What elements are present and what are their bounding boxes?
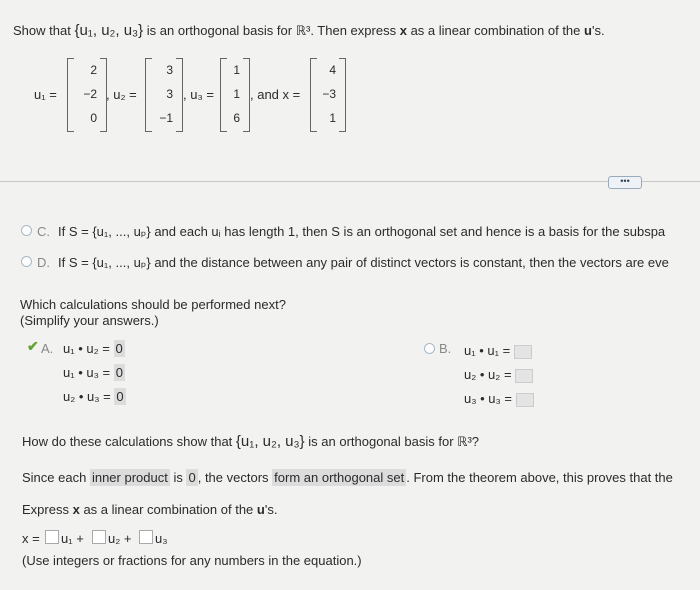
calc-question-line1: Which calculations should be performed next? (20, 297, 286, 312)
option-b-expr-2: u₂ • u₂ = (464, 367, 512, 382)
question-u: u (584, 23, 592, 38)
express-suffix: 's. (264, 502, 278, 517)
since-sentence (22, 470, 673, 485)
how-set: {u₁, u₂, u₃} (235, 433, 305, 450)
u1-entry-1: 2 (90, 63, 97, 77)
option-a-value-1: 0 (115, 341, 123, 356)
correct-check-icon: ✔ (27, 338, 39, 354)
u2-entry-2: 3 (166, 87, 173, 101)
calc-question-line2: (Simplify your answers.) (20, 313, 159, 328)
since-answer-dropdown-3[interactable]: form an orthogonal set (274, 470, 405, 485)
u2-label: , u₂ = (106, 87, 137, 102)
express-sentence (22, 502, 277, 517)
question-suffix: . Then express (310, 23, 397, 38)
coefficient-input-2[interactable] (92, 530, 106, 544)
more-options-button[interactable]: ••• (608, 176, 642, 189)
since-answer-dropdown-1[interactable]: inner product (91, 470, 168, 485)
how-middle: is an orthogonal basis for (308, 434, 454, 449)
option-b-answer-box-3[interactable] (516, 393, 534, 407)
x-label: , and x = (250, 87, 301, 102)
question-suffix3: 's. (591, 23, 605, 38)
option-a-row-2[interactable] (63, 365, 125, 380)
since-answer-input-2[interactable]: 0 (188, 470, 196, 485)
since-mid: is (173, 470, 183, 485)
option-b-letter: B. (439, 341, 452, 356)
express-prefix: Express (22, 502, 69, 517)
option-d-text[interactable]: If S = {u₁, ..., uₚ} and the distance between any pair of distinct vectors is constant, then the vectors are eve (58, 255, 669, 270)
option-b-radio[interactable] (424, 343, 435, 354)
question-prefix: Show that (13, 23, 71, 38)
since-suffix: . From the theorem above, this proves that the (406, 470, 673, 485)
how-space: ℝ³ (457, 434, 472, 449)
option-c-text[interactable]: If S = {u₁, ..., uₚ} and each uᵢ has length 1, then S is an orthogonal set and hence is a basis for the subspa (58, 224, 666, 239)
option-a-expr-1: u₁ • u₂ = (63, 341, 110, 356)
u3-entry-2: 1 (233, 87, 240, 101)
since-prefix: Since each (22, 470, 87, 485)
coefficient-input-1[interactable] (45, 530, 59, 544)
express-x: x (72, 502, 80, 517)
option-d-radio[interactable] (21, 256, 32, 267)
how-prefix: How do these calculations show that (22, 434, 233, 449)
option-a-expr-3: u₂ • u₃ = (63, 389, 111, 404)
u3-label: , u₃ = (183, 87, 214, 102)
express-mid: as a linear combination of the (83, 502, 254, 517)
how-suffix: ? (471, 434, 480, 449)
option-b-row-2[interactable] (464, 367, 533, 383)
equation-term-3: u₃ (155, 531, 168, 546)
equation-lhs: x = (22, 531, 40, 546)
u2-entry-3: −1 (159, 111, 173, 125)
u3-entry-3: 6 (233, 111, 240, 125)
equation-term-2: u₂ + (108, 531, 132, 546)
x-entry-2: −3 (322, 87, 336, 101)
vector-u1 (67, 58, 107, 132)
equation-term-1: u₁ + (61, 531, 84, 546)
option-c-letter: C. (37, 224, 50, 239)
equation-note: (Use integers or fractions for any numbers in the equation.) (22, 553, 362, 568)
option-a-expr-2: u₁ • u₃ = (63, 365, 111, 380)
option-a-row-1[interactable] (63, 341, 125, 356)
question-text (13, 22, 605, 39)
express-u: u (256, 502, 265, 517)
question-set: {u₁, u₂, u₃} (74, 22, 144, 39)
question-suffix2: as a linear combination of the (410, 23, 581, 38)
option-a-value-3: 0 (116, 389, 124, 404)
u3-entry-1: 1 (233, 63, 240, 77)
option-b-row-3[interactable] (464, 391, 534, 407)
option-d-letter: D. (37, 255, 50, 270)
vector-x (310, 58, 346, 132)
option-b-row-1[interactable] (464, 343, 532, 359)
u1-entry-2: −2 (83, 87, 97, 101)
coefficient-input-3[interactable] (139, 530, 153, 544)
u1-label: u₁ = (34, 87, 57, 102)
option-c-radio[interactable] (21, 225, 32, 236)
option-b-answer-box-2[interactable] (515, 369, 533, 383)
vector-u2 (145, 58, 183, 132)
option-a-value-2: 0 (115, 365, 123, 380)
vector-u3 (220, 58, 250, 132)
question-space: ℝ³ (295, 23, 311, 38)
x-entry-3: 1 (329, 111, 336, 125)
x-entry-1: 4 (329, 63, 336, 77)
option-b-answer-box-1[interactable] (514, 345, 532, 359)
u1-entry-3: 0 (90, 111, 97, 125)
option-b-expr-3: u₃ • u₃ = (464, 391, 513, 406)
question-middle: is an orthogonal basis for (146, 23, 293, 38)
option-a-row-3[interactable] (63, 389, 126, 404)
u2-entry-1: 3 (166, 63, 173, 77)
question-x: x (399, 23, 407, 38)
option-b-expr-1: u₁ • u₁ = (464, 343, 511, 358)
how-question (22, 433, 479, 450)
section-divider (0, 181, 700, 182)
option-a-letter: A. (41, 341, 54, 356)
since-mid2: , the vectors (197, 470, 269, 485)
